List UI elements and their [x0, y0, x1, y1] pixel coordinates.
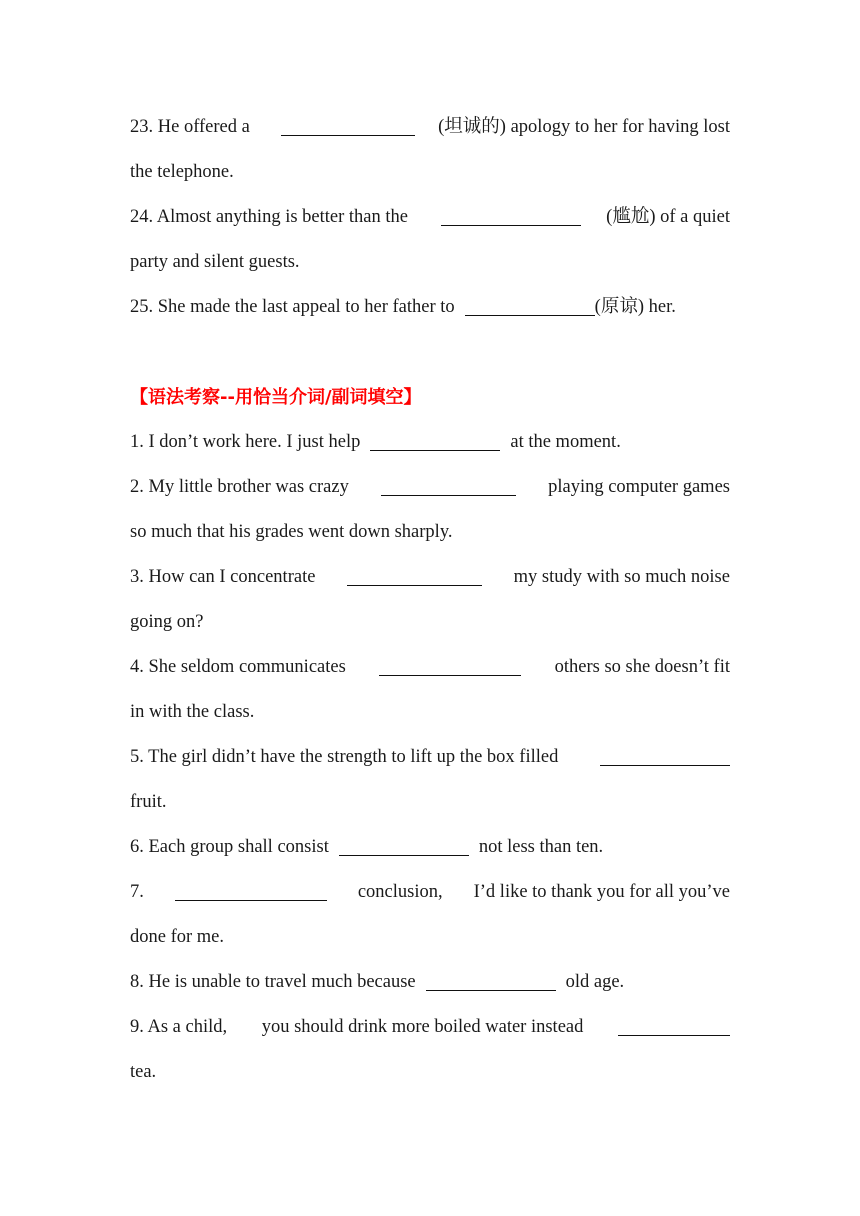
answer-blank-23[interactable]	[281, 119, 415, 136]
question-2-text-end: playing computer games	[548, 477, 730, 497]
question-9-line-2: tea.	[130, 1062, 157, 1082]
question-5-line-1	[130, 735, 730, 780]
question-25-line-1	[130, 285, 730, 330]
question-3-line-1	[130, 555, 730, 600]
question-2-text-start: 2. My little brother was crazy	[130, 477, 349, 497]
question-9-line-1	[130, 1005, 730, 1050]
question-1-text-end: at the moment.	[510, 432, 621, 452]
question-24-line-1	[130, 195, 730, 240]
question-7-text-end: I’d like to thank you for all you’ve	[473, 882, 730, 902]
question-5-text-start: 5. The girl didn’t have the strength to lift up the box filled	[130, 747, 559, 767]
answer-blank-6[interactable]	[339, 839, 469, 856]
question-2-line-2: so much that his grades went down sharply.	[130, 522, 453, 542]
question-23-line-2: the telephone.	[130, 162, 234, 182]
answer-blank-25[interactable]	[465, 299, 595, 316]
question-9-text-mid: you should drink more boiled water instead	[261, 1017, 584, 1037]
question-8-text-end: old age.	[565, 972, 625, 992]
question-25-text-end: (原谅) her.	[594, 297, 676, 317]
question-7-line-1	[130, 870, 730, 915]
question-23-line-1	[130, 105, 730, 150]
question-24-text-start: 24. Almost anything is better than the	[130, 207, 408, 227]
question-25-text-start: 25. She made the last appeal to her father to	[130, 297, 455, 317]
question-23-text-end: (坦诚的) apology to her for having lost	[438, 117, 730, 137]
answer-blank-2[interactable]	[381, 479, 516, 496]
answer-blank-5[interactable]	[600, 749, 730, 766]
question-24-text-end: (尴尬) of a quiet	[606, 207, 730, 227]
question-5-line-2: fruit.	[130, 792, 167, 812]
answer-blank-3[interactable]	[347, 569, 482, 586]
question-6-line-1	[130, 825, 730, 870]
answer-blank-9[interactable]	[618, 1019, 730, 1036]
question-3-line-2: going on?	[130, 612, 204, 632]
answer-blank-24[interactable]	[441, 209, 581, 226]
question-7-line-2: done for me.	[130, 927, 225, 947]
question-6-text-start: 6. Each group shall consist	[130, 837, 329, 857]
question-3-text-end: my study with so much noise	[513, 567, 730, 587]
question-6-text-end: not less than ten.	[478, 837, 604, 857]
question-9-text-start: 9. As a child,	[130, 1017, 228, 1037]
question-8-line-1	[130, 960, 730, 1005]
question-1-text-start: 1. I don’t work here. I just help	[130, 432, 361, 452]
question-7-text-mid: conclusion,	[357, 882, 443, 902]
answer-blank-4[interactable]	[379, 659, 521, 676]
question-3-text-start: 3. How can I concentrate	[130, 567, 316, 587]
answer-blank-7[interactable]	[175, 884, 327, 901]
question-2-line-1	[130, 465, 730, 510]
question-4-text-end: others so she doesn’t fit	[554, 657, 730, 677]
question-4-line-2: in with the class.	[130, 702, 255, 722]
question-1-line-1	[130, 420, 730, 465]
answer-blank-8[interactable]	[426, 974, 556, 991]
section-heading: 【语法考察--用恰当介词/副词填空】	[130, 387, 422, 408]
question-4-line-1	[130, 645, 730, 690]
answer-blank-1[interactable]	[370, 434, 500, 451]
question-24-line-2: party and silent guests.	[130, 252, 300, 272]
question-7-number: 7.	[130, 882, 144, 902]
question-23-text-start: 23. He offered a	[130, 117, 250, 137]
question-8-text-start: 8. He is unable to travel much because	[130, 972, 416, 992]
question-4-text-start: 4. She seldom communicates	[130, 657, 346, 677]
